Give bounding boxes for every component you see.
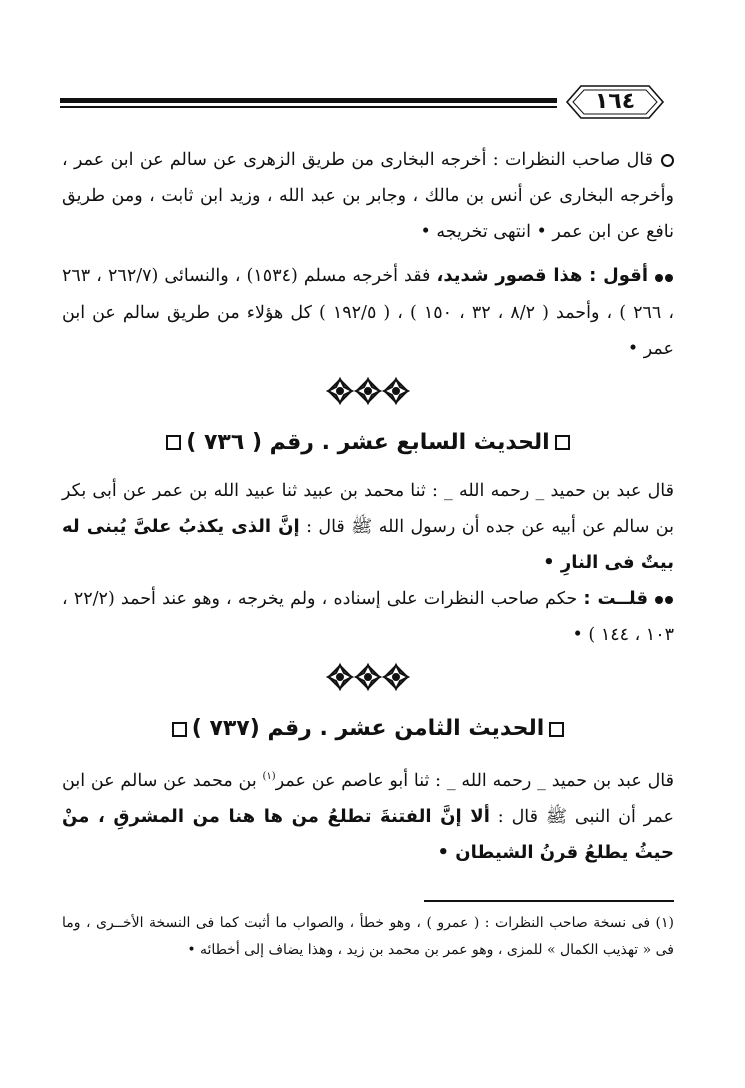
hadith-18-heading	[62, 709, 674, 749]
floral-ornament-2	[62, 661, 674, 701]
hadith-18-heading-text: الحديث الثامن عشر . رقم (٧٣٧ )	[191, 716, 545, 741]
circle-bullet-icon	[661, 154, 674, 167]
note-label: قلــت :	[583, 587, 648, 609]
floral-ornament-icon	[326, 375, 410, 407]
paragraph-1	[62, 142, 674, 250]
page-number-badge	[565, 82, 665, 122]
hadith-17-note	[62, 581, 674, 654]
square-bullet-icon	[172, 722, 187, 737]
hadith-18-text	[62, 759, 674, 871]
hadith-17-matn: إنَّ الذى يكذبُ علىَّ يُبنى له بيتٌ فى النارِ •	[62, 515, 674, 573]
hadith-17-heading-text: الحديث السابع عشر . رقم ( ٧٣٦ )	[186, 429, 550, 455]
footnote-1: (١) فى نسخة صاحب النظرات : ( عمرو ) ، وهو خطأ ، والصواب ما أثبت كما فى النسخة الأخــرى ، وما فى « تهذيب الكمال » للمزى ، وهو عمر بن محمد بن زيد ، وهذا يضاف إلى أخطائه •	[62, 915, 674, 958]
square-bullet-icon	[166, 435, 181, 450]
page-body	[62, 142, 674, 871]
paragraph-1-text: قال صاحب النظرات : أخرجه البخارى من طريق الزهرى عن سالم عن ابن عمر ، وأخرجه البخارى عن أنس بن مالك ، وجابر بن عبد الله ، وزيد ابن ثابت ، ومن طريق نافع عن ابن عمر • انتهى تخريجه •	[62, 150, 674, 242]
footnote-rule	[424, 900, 674, 902]
header-rule-thick	[60, 98, 557, 103]
footnote-ref[interactable]: (١)	[262, 771, 276, 782]
hadith-17-text	[62, 473, 674, 581]
header-rule-thin	[60, 106, 557, 108]
floral-ornament-icon	[326, 661, 410, 693]
floral-ornament-1	[62, 375, 674, 415]
page-number: ١٦٤	[594, 89, 636, 114]
hadith-18-chain-a: قال عبد بن حميد _ رحمه الله _ : ثنا أبو عاصم عن عمر	[275, 770, 674, 791]
paragraph-2	[62, 258, 674, 367]
double-dot-bullet-icon	[654, 581, 674, 617]
hadith-17-chain: قال عبد بن حميد _ رحمه الله _ : ثنا محمد بن عبيد ثنا عبيد الله بن عمر عن أبى بكر بن سالم عن أبيه عن جده أن رسول الله ﷺ قال :	[62, 480, 674, 537]
hadith-17-note-text: حكم صاحب النظرات على إسناده ، ولم يخرجه ، وهو عند أحمد (٢٢/٢ ، ١٠٣ ، ١٤٤ ) •	[62, 588, 674, 645]
square-bullet-icon	[549, 722, 564, 737]
double-dot-bullet-icon	[654, 259, 674, 295]
paragraph-2-text: فقد أخرجه مسلم (١٥٣٤) ، والنسائى (٢٦٢/٧ ، ٢٦٣ ، ٢٦٦ ) ، وأحمد ( ٨/٢ ، ٣٢ ، ١٥٠ ) ، ( ١٩٢/٥ ) كل هؤلاء من طريق سالم عن ابن عمر •	[62, 266, 674, 359]
hadith-18-chain-b: بن محمد عن سالم عن ابن عمر أن النبى ﷺ قال :	[62, 770, 674, 827]
hadith-18-matn: ألا إنَّ الفتنةَ تطلعُ من ها هنا من المشرقِ ، منْ حيثُ يطلعُ قرنُ الشيطان •	[62, 805, 674, 863]
hadith-17-heading	[62, 423, 674, 463]
paragraph-2-lead: أقول : هذا قصور شديد،	[436, 265, 649, 286]
square-bullet-icon	[555, 435, 570, 450]
page-header	[60, 82, 665, 122]
